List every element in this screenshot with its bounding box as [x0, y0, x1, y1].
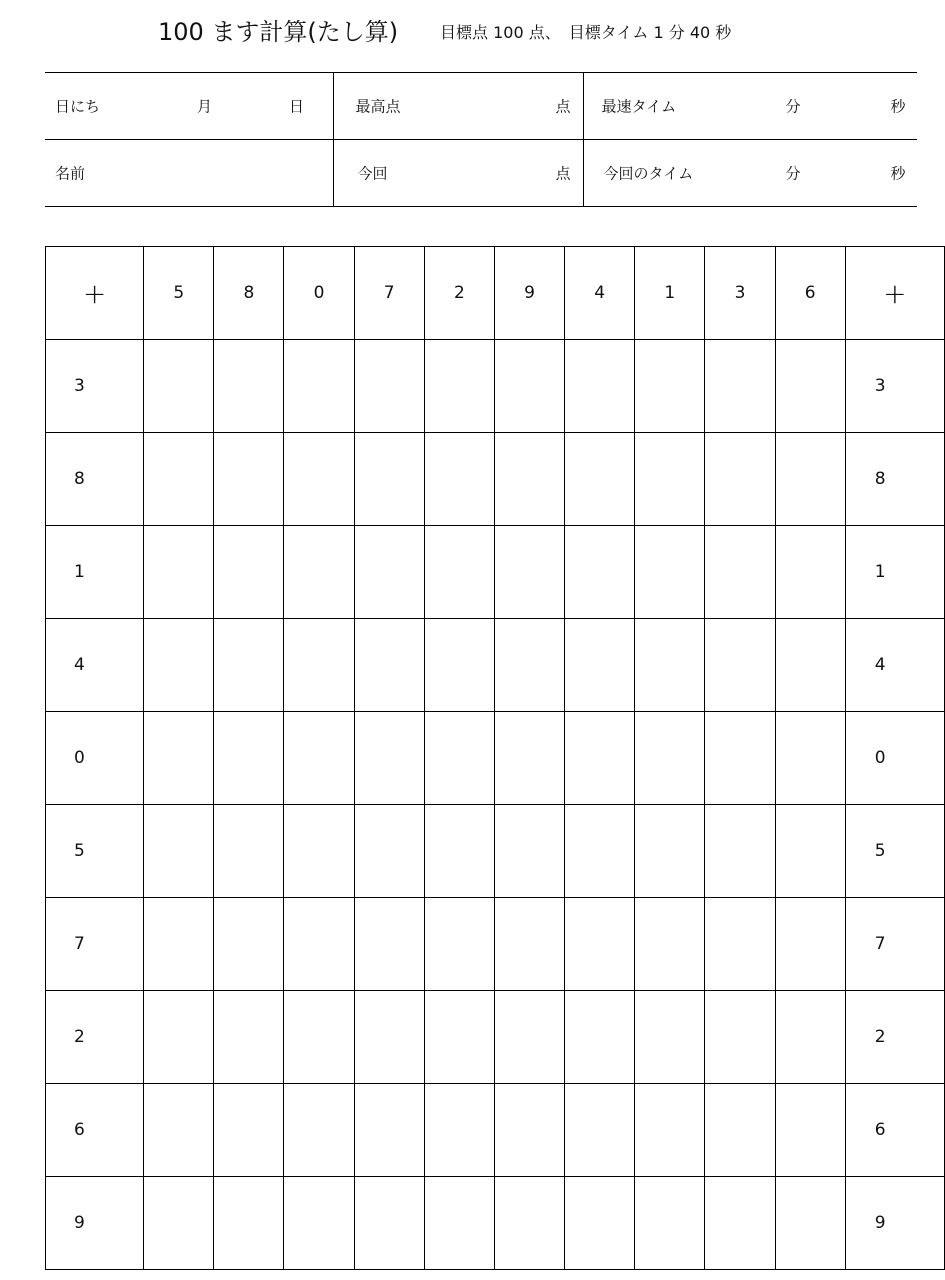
- answer-cell[interactable]: [775, 1177, 845, 1270]
- answer-cell[interactable]: [354, 991, 424, 1084]
- answer-cell[interactable]: [635, 898, 705, 991]
- answer-cell[interactable]: [424, 526, 494, 619]
- best-score-label: 最高点: [355, 97, 401, 116]
- grid-row: [46, 433, 945, 526]
- answer-cell[interactable]: [144, 898, 214, 991]
- row-number-left: 0: [46, 712, 144, 805]
- answer-cell[interactable]: [775, 340, 845, 433]
- column-number: 5: [144, 247, 214, 340]
- answer-cell[interactable]: [494, 1084, 564, 1177]
- answer-cell[interactable]: [565, 340, 635, 433]
- answer-cell[interactable]: [284, 619, 354, 712]
- best-time-cell[interactable]: [583, 73, 917, 140]
- answer-cell[interactable]: [635, 1084, 705, 1177]
- best-time-sec-unit: 秒: [890, 97, 906, 116]
- row-number-right: 0: [845, 712, 944, 805]
- answer-cell[interactable]: [424, 991, 494, 1084]
- this-score-cell[interactable]: [333, 140, 583, 207]
- answer-cell[interactable]: [214, 991, 284, 1084]
- answer-cell[interactable]: [635, 526, 705, 619]
- answer-cell[interactable]: [494, 1177, 564, 1270]
- column-number: 7: [354, 247, 424, 340]
- answer-cell[interactable]: [424, 898, 494, 991]
- info-table: [45, 72, 917, 207]
- answer-cell[interactable]: [214, 712, 284, 805]
- row-number-left: 4: [46, 619, 144, 712]
- name-label: 名前: [55, 164, 86, 183]
- day-label: 日: [289, 97, 305, 116]
- answer-cell[interactable]: [354, 433, 424, 526]
- answer-cell[interactable]: [214, 340, 284, 433]
- answer-cell[interactable]: [775, 526, 845, 619]
- answer-cell[interactable]: [494, 340, 564, 433]
- answer-cell[interactable]: [775, 712, 845, 805]
- answer-cell[interactable]: [635, 991, 705, 1084]
- best-score-cell[interactable]: [333, 73, 583, 140]
- answer-cell[interactable]: [494, 433, 564, 526]
- row-number-left: 6: [46, 1084, 144, 1177]
- answer-cell[interactable]: [354, 526, 424, 619]
- answer-cell[interactable]: [494, 619, 564, 712]
- answer-cell[interactable]: [144, 991, 214, 1084]
- this-score-unit: 点: [555, 164, 571, 183]
- answer-cell[interactable]: [214, 1084, 284, 1177]
- grid-row: [46, 1084, 945, 1177]
- answer-cell[interactable]: [635, 712, 705, 805]
- this-time-min-unit: 分: [785, 164, 801, 183]
- answer-cell[interactable]: [424, 1177, 494, 1270]
- plus-sign: +: [46, 247, 144, 340]
- answer-cell[interactable]: [144, 340, 214, 433]
- answer-cell[interactable]: [494, 991, 564, 1084]
- row-number-right: 5: [845, 805, 944, 898]
- answer-cell[interactable]: [565, 1084, 635, 1177]
- answer-cell[interactable]: [284, 712, 354, 805]
- grid-row: [46, 805, 945, 898]
- answer-cell[interactable]: [705, 433, 775, 526]
- answer-cell[interactable]: [144, 1177, 214, 1270]
- grid-row: [46, 712, 945, 805]
- row-number-left: 9: [46, 1177, 144, 1270]
- answer-cell[interactable]: [284, 433, 354, 526]
- answer-cell[interactable]: [424, 1084, 494, 1177]
- answer-cell[interactable]: [144, 619, 214, 712]
- answer-cell[interactable]: [424, 805, 494, 898]
- best-time-label: 最速タイム: [601, 97, 677, 116]
- answer-cell[interactable]: [284, 340, 354, 433]
- this-time-cell[interactable]: [583, 140, 917, 207]
- answer-cell[interactable]: [565, 991, 635, 1084]
- answer-cell[interactable]: [424, 712, 494, 805]
- answer-cell[interactable]: [775, 619, 845, 712]
- answer-cell[interactable]: [284, 898, 354, 991]
- answer-cell[interactable]: [284, 526, 354, 619]
- column-number: 1: [635, 247, 705, 340]
- answer-cell[interactable]: [565, 712, 635, 805]
- row-number-left: 1: [46, 526, 144, 619]
- answer-cell[interactable]: [775, 898, 845, 991]
- answer-cell[interactable]: [354, 619, 424, 712]
- answer-cell[interactable]: [705, 1084, 775, 1177]
- answer-cell[interactable]: [565, 433, 635, 526]
- answer-cell[interactable]: [775, 805, 845, 898]
- answer-cell[interactable]: [494, 805, 564, 898]
- grid-row: [46, 991, 945, 1084]
- answer-cell[interactable]: [635, 340, 705, 433]
- title-row: [0, 14, 945, 50]
- column-number: 3: [705, 247, 775, 340]
- answer-cell[interactable]: [214, 619, 284, 712]
- row-number-right: 7: [845, 898, 944, 991]
- answer-cell[interactable]: [214, 805, 284, 898]
- grid-row: [46, 340, 945, 433]
- answer-cell[interactable]: [635, 805, 705, 898]
- answer-cell[interactable]: [705, 712, 775, 805]
- answer-cell[interactable]: [354, 712, 424, 805]
- answer-cell[interactable]: [424, 340, 494, 433]
- answer-cell[interactable]: [214, 433, 284, 526]
- row-number-left: 3: [46, 340, 144, 433]
- answer-cell[interactable]: [214, 1177, 284, 1270]
- best-time-min-unit: 分: [785, 97, 801, 116]
- row-number-right: 8: [845, 433, 944, 526]
- answer-cell[interactable]: [705, 805, 775, 898]
- page-title: 100 ます計算(たし算): [158, 18, 399, 46]
- month-label: 月: [197, 97, 213, 116]
- answer-cell[interactable]: [565, 898, 635, 991]
- row-number-left: 7: [46, 898, 144, 991]
- answer-cell[interactable]: [284, 991, 354, 1084]
- answer-cell[interactable]: [565, 526, 635, 619]
- answer-cell[interactable]: [284, 1084, 354, 1177]
- answer-cell[interactable]: [775, 1084, 845, 1177]
- name-cell[interactable]: [45, 140, 333, 207]
- answer-cell[interactable]: [284, 805, 354, 898]
- column-number: 8: [214, 247, 284, 340]
- answer-cell[interactable]: [635, 619, 705, 712]
- row-number-right: 2: [845, 991, 944, 1084]
- answer-cell[interactable]: [705, 1177, 775, 1270]
- row-number-right: 6: [845, 1084, 944, 1177]
- answer-cell[interactable]: [144, 526, 214, 619]
- answer-cell[interactable]: [354, 898, 424, 991]
- answer-cell[interactable]: [214, 526, 284, 619]
- column-number: 9: [494, 247, 564, 340]
- answer-cell[interactable]: [424, 433, 494, 526]
- answer-cell[interactable]: [705, 526, 775, 619]
- row-number-right: 9: [845, 1177, 944, 1270]
- this-score-label: 今回: [357, 164, 388, 183]
- date-cell[interactable]: [45, 73, 333, 140]
- answer-cell[interactable]: [144, 805, 214, 898]
- answer-cell[interactable]: [494, 898, 564, 991]
- answer-cell[interactable]: [144, 1084, 214, 1177]
- row-number-left: 8: [46, 433, 144, 526]
- answer-cell[interactable]: [565, 619, 635, 712]
- column-number: 4: [565, 247, 635, 340]
- this-time-label: 今回のタイム: [603, 164, 694, 183]
- answer-cell[interactable]: [424, 619, 494, 712]
- answer-cell[interactable]: [494, 526, 564, 619]
- date-label: 日にち: [55, 97, 101, 116]
- column-number: 2: [424, 247, 494, 340]
- grid-row: [46, 1177, 945, 1270]
- answer-cell[interactable]: [565, 1177, 635, 1270]
- calc-grid: [45, 246, 945, 1270]
- answer-cell[interactable]: [144, 433, 214, 526]
- answer-cell[interactable]: [775, 433, 845, 526]
- plus-sign: +: [845, 247, 944, 340]
- grid-row: [46, 619, 945, 712]
- row-number-right: 1: [845, 526, 944, 619]
- answer-cell[interactable]: [775, 991, 845, 1084]
- grid-row: [46, 898, 945, 991]
- answer-cell[interactable]: [494, 712, 564, 805]
- grid-row: [46, 526, 945, 619]
- answer-cell[interactable]: [705, 340, 775, 433]
- row-number-right: 4: [845, 619, 944, 712]
- goal-text: 目標点 100 点、 目標タイム 1 分 40 秒: [440, 23, 732, 42]
- answer-cell[interactable]: [354, 805, 424, 898]
- answer-cell[interactable]: [705, 991, 775, 1084]
- column-number: 0: [284, 247, 354, 340]
- grid-header-row: [46, 247, 945, 340]
- row-number-left: 2: [46, 991, 144, 1084]
- answer-cell[interactable]: [635, 1177, 705, 1270]
- answer-cell[interactable]: [284, 1177, 354, 1270]
- answer-cell[interactable]: [565, 805, 635, 898]
- row-number-right: 3: [845, 340, 944, 433]
- answer-cell[interactable]: [354, 1084, 424, 1177]
- answer-cell[interactable]: [635, 433, 705, 526]
- row-number-left: 5: [46, 805, 144, 898]
- answer-cell[interactable]: [705, 898, 775, 991]
- best-score-unit: 点: [555, 97, 571, 116]
- answer-cell[interactable]: [705, 619, 775, 712]
- answer-cell[interactable]: [354, 340, 424, 433]
- answer-cell[interactable]: [144, 712, 214, 805]
- this-time-sec-unit: 秒: [890, 164, 906, 183]
- answer-cell[interactable]: [214, 898, 284, 991]
- column-number: 6: [775, 247, 845, 340]
- answer-cell[interactable]: [354, 1177, 424, 1270]
